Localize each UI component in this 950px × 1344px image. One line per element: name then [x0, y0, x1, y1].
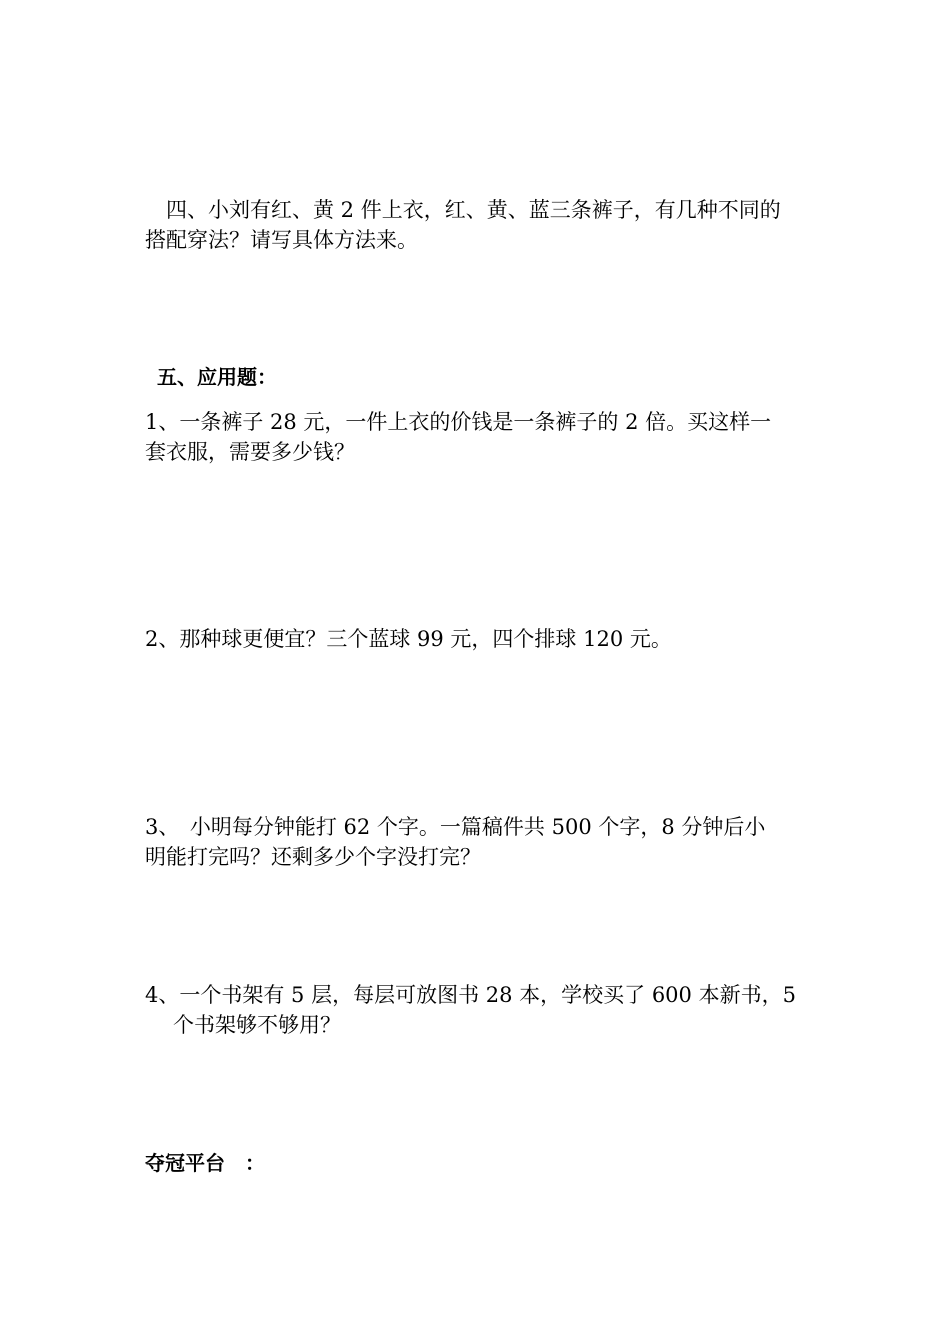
- section-4-line-2: 搭配穿法？请写具体方法来。: [145, 228, 418, 252]
- problem-1: [145, 407, 810, 467]
- problem-3-line-2: 明能打完吗？还剩多少个字没打完？: [145, 845, 481, 869]
- problem-2: [145, 624, 810, 654]
- problem-1-line-2: 套衣服，需要多少钱？: [145, 440, 355, 464]
- problem-3: [145, 812, 810, 872]
- problem-1-line-1: 1、一条裤子 28 元，一件上衣的价钱是一条裤子的 2 倍。买这样一: [145, 410, 772, 434]
- section-4-line-1: 四、小刘有红、黄 2 件上衣，红、黄、蓝三条裤子，有几种不同的: [145, 198, 781, 222]
- section-4-question: [145, 195, 810, 255]
- problem-3-line-1: 3、 小明每分钟能打 62 个字。一篇稿件共 500 个字，8 分钟后小: [145, 815, 766, 839]
- problem-4-line-2: 个书架够不够用？: [173, 1013, 341, 1037]
- footer-heading: [145, 1148, 810, 1178]
- problem-2-line-1: 2、那种球更便宜？三个蓝球 99 元，四个排球 120 元。: [145, 627, 672, 651]
- section-5-heading-text: 五、应用题：: [157, 365, 277, 389]
- problem-4: [145, 980, 810, 1040]
- problem-4-line-1: 4、一个书架有 5 层，每层可放图书 28 本，学校买了 600 本新书，5: [145, 983, 796, 1007]
- section-5-heading: [157, 362, 822, 392]
- footer-heading-text: 夺冠平台 ：: [145, 1151, 265, 1175]
